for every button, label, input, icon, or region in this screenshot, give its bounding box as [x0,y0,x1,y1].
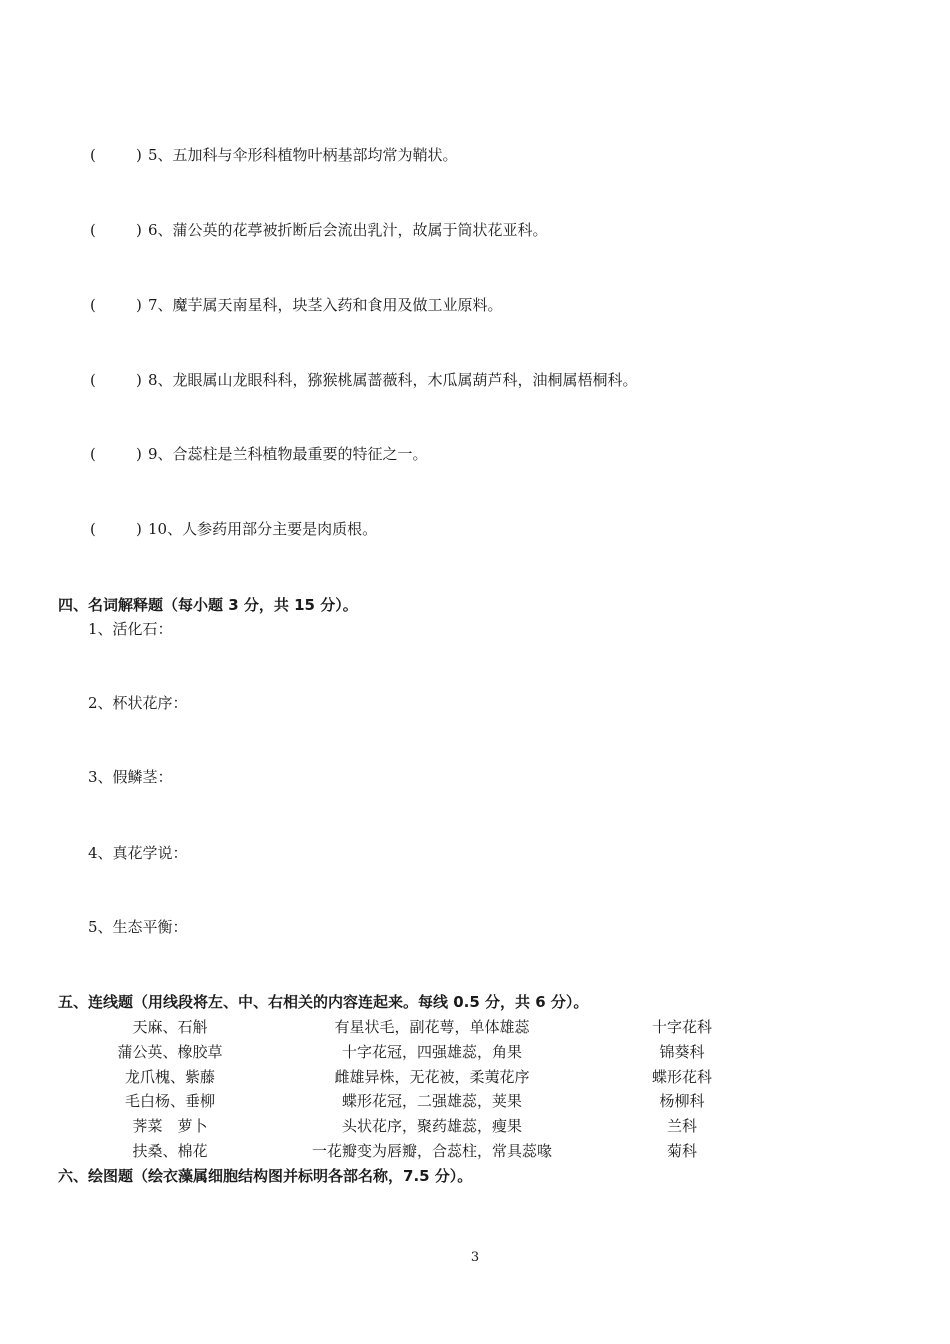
term-4: 4、真花学说： [88,844,188,862]
match-row [0,1066,950,1088]
match-right: 十字花科 [651,1018,713,1036]
paren-close: ) [136,445,142,463]
paren-close: ) [136,371,142,389]
match-right: 杨柳科 [659,1092,705,1110]
page-number: 3 [470,1250,480,1265]
match-row [0,1016,950,1038]
section5-title: 五、连线题（用线段将左、中、右相关的内容连起来。每线 0.5 分，共 6 分）。 [58,993,589,1011]
term-3: 3、假鳞茎： [88,768,173,786]
paren-close: ) [136,221,142,239]
section4-title: 四、名词解释题（每小题 3 分，共 15 分）。 [58,596,358,614]
tf-item-9 [90,443,428,464]
match-middle: 一花瓣变为唇瓣，合蕊柱，常具蕊喙 [311,1142,553,1160]
term-1: 1、活化石： [88,620,173,638]
tf-item-10 [90,518,377,539]
match-middle: 有星状毛，副花萼，单体雄蕊 [334,1018,530,1036]
match-row [0,1115,950,1137]
match-row [0,1090,950,1112]
paren-open: ( [90,520,96,538]
match-middle: 十字花冠，四强雄蕊，角果 [341,1043,523,1061]
match-right: 菊科 [666,1142,698,1160]
paren-open: ( [90,221,96,239]
paren-close: ) [136,520,142,538]
match-row [0,1041,950,1063]
tf-item-text: 7、魔芋属天南星科，块茎入药和食用及做工业原料。 [148,296,503,314]
match-left: 天麻、石斛 [132,1018,208,1036]
section6-title: 六、绘图题（绘衣藻属细胞结构图并标明各部名称，7.5 分）。 [58,1167,473,1185]
paren-close: ) [136,296,142,314]
tf-item-5 [90,144,458,165]
match-middle: 头状花序，聚药雄蕊，瘦果 [341,1117,523,1135]
match-right: 锦葵科 [659,1043,705,1061]
paren-open: ( [90,371,96,389]
tf-item-text: 5、五加科与伞形科植物叶柄基部均常为鞘状。 [148,146,458,164]
match-left: 荠菜 萝卜 [132,1117,208,1135]
match-middle: 雌雄异株，无花被，柔荑花序 [334,1068,530,1086]
match-right: 兰科 [666,1117,698,1135]
paren-open: ( [90,146,96,164]
tf-item-6 [90,219,548,240]
term-2: 2、杯状花序： [88,694,188,712]
paren-close: ) [136,146,142,164]
tf-item-text: 9、合蕊柱是兰科植物最重要的特征之一。 [148,445,428,463]
paren-open: ( [90,445,96,463]
paren-open: ( [90,296,96,314]
tf-item-8 [90,369,638,390]
match-left: 扶桑、棉花 [132,1142,208,1160]
match-right: 蝶形花科 [651,1068,713,1086]
match-left: 龙爪槐、紫藤 [124,1068,216,1086]
match-row [0,1140,950,1162]
tf-item-7 [90,294,503,315]
tf-item-text: 8、龙眼属山龙眼科科，猕猴桃属蔷薇科，木瓜属葫芦科，油桐属梧桐科。 [148,371,638,389]
tf-item-text: 10、人参药用部分主要是肉质根。 [148,520,378,538]
match-middle: 蝶形花冠，二强雄蕊，荚果 [341,1092,523,1110]
match-left: 毛白杨、垂柳 [124,1092,216,1110]
tf-item-text: 6、蒲公英的花葶被折断后会流出乳汁，故属于筒状花亚科。 [148,221,548,239]
term-5: 5、生态平衡： [88,918,188,936]
match-left: 蒲公英、橡胶草 [117,1043,223,1061]
